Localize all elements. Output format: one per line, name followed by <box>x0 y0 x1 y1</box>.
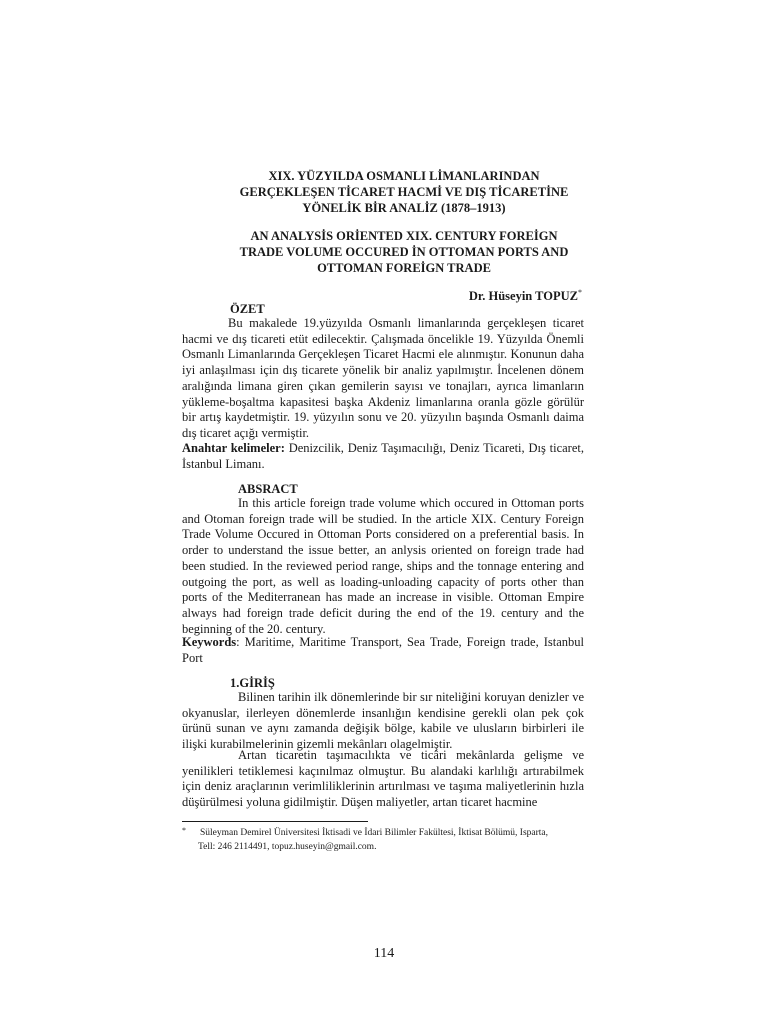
english-title-line-2: TRADE VOLUME OCCURED İN OTTOMAN PORTS AND <box>239 245 569 259</box>
anahtar-text: Denizcilik, Deniz Taşımacılığı, Deniz Ticareti, Dış ticaret, İstanbul Limanı. <box>182 441 584 471</box>
turkish-title-line-2: GERÇEKLEŞEN TİCARET HACMİ VE DIŞ TİCARETİNE <box>239 185 569 199</box>
footnote-divider <box>182 821 368 822</box>
author-name-text: Dr. Hüseyin TOPUZ <box>468 289 578 304</box>
turkish-title-line-1: XIX. YÜZYILDA OSMANLI LİMANLARINDAN <box>268 169 540 183</box>
footnote-line-2: Tell: 246 2114491, topuz.huseyin@gmail.com. <box>198 842 377 852</box>
english-title-line-3: OTTOMAN FOREİGN TRADE <box>317 261 491 275</box>
english-title <box>180 228 628 276</box>
keywords <box>182 635 584 666</box>
english-title-line-1: AN ANALYSİS ORİENTED XIX. CENTURY FOREİGN <box>250 229 558 243</box>
ozet-heading: ÖZET <box>230 302 265 316</box>
abstract-heading: ABSRACT <box>238 482 298 496</box>
footnote-line-1: Süleyman Demirel Üniversitesi İktisadi ve İdari Bilimler Fakültesi, İktisat Bölümü, Isparta, <box>200 828 549 838</box>
keywords-label: Keywords <box>182 635 237 649</box>
anahtar-label: Anahtar kelimeler: <box>182 441 285 455</box>
giris-paragraph-1: Bilinen tarihin ilk dönemlerinde bir sır niteliğini koruyan denizler ve okyanuslar, ilerleyen dönemlerde insanlığın kendisine gerekli olan pek çok ürünü sunan ve aynı zamanda değişik bölge, kabile ve ulusların birbirleri ile ilişki kurabilmelerinin gizemli mekânları olagelmiştir. <box>182 690 584 752</box>
author-footnote-mark: * <box>578 288 582 297</box>
giris-paragraph-2: Artan ticaretin taşımacılıkta ve ticâri mekânlarda gelişme ve yenilikleri tetiklemesi kaçınılmaz olmuştur. Bu alandaki karlılığı artırabilmek için deniz araçlarının verimliliklerinin artırılması ve taşıma maliyetlerinin hızla düşürülmesi yoluna gidilmiştir. Düşen maliyetler, artan ticaret hacmine <box>182 748 584 810</box>
ozet-paragraph: Bu makalede 19.yüzyılda Osmanlı limanlarında gerçekleşen ticaret hacmi ve dış ticareti etüt edilecektir. Çalışmada öncelikle 19. Yüzyılda Önemli Osmanlı Limanlarında Gerçekleşen Ticaret Hacmi ele alınmıştır. Konunun daha iyi anlaşılması için dış ticarete yönelik bir analiz yapılmıştır. İncelenen dönem aralığında limana giren çıkan gemilerin sayısı ve tonajları, ayrıca limanların yükleme-boşaltma kapasitesi başka Akdeniz limanlarına oranla gözle görülür bir artış kaydetmiştir. 19. yüzyılın sonu ve 20. yüzyılın başında Osmanlı daima dış ticaret açığı vermiştir. <box>182 316 584 440</box>
turkish-title-line-3: YÖNELİK BİR ANALİZ (1878–1913) <box>302 201 506 215</box>
giris-heading: 1.GİRİŞ <box>230 676 275 690</box>
footnote-mark: * <box>182 826 186 835</box>
turkish-title <box>180 168 628 216</box>
anahtar-kelimeler <box>182 441 584 472</box>
keywords-text: : Maritime, Maritime Transport, Sea Trade, Foreign trade, Istanbul Port <box>182 635 584 665</box>
footnote <box>182 826 602 854</box>
page-number: 114 <box>373 946 395 961</box>
abstract-paragraph: In this article foreign trade volume which occured in Ottoman ports and Otoman foreign trade will be studied. In the article XIX. Century Foreign Trade Volume Occured in Ottoman Ports considered on a preferential basis. In order to understand the issue better, an anlysis oriented on foreign trade had been studied. In the reviewed period range, ships and the tonnage entering and outgoing the port, as well as loading-unloading capacity of ports other than ports of the Mediterranean has made an increase in visible. Ottoman Empire always had foreign trade deficit during the end of the 19. century and the beginning of the 20. century. <box>182 496 584 636</box>
author-name <box>469 288 582 304</box>
